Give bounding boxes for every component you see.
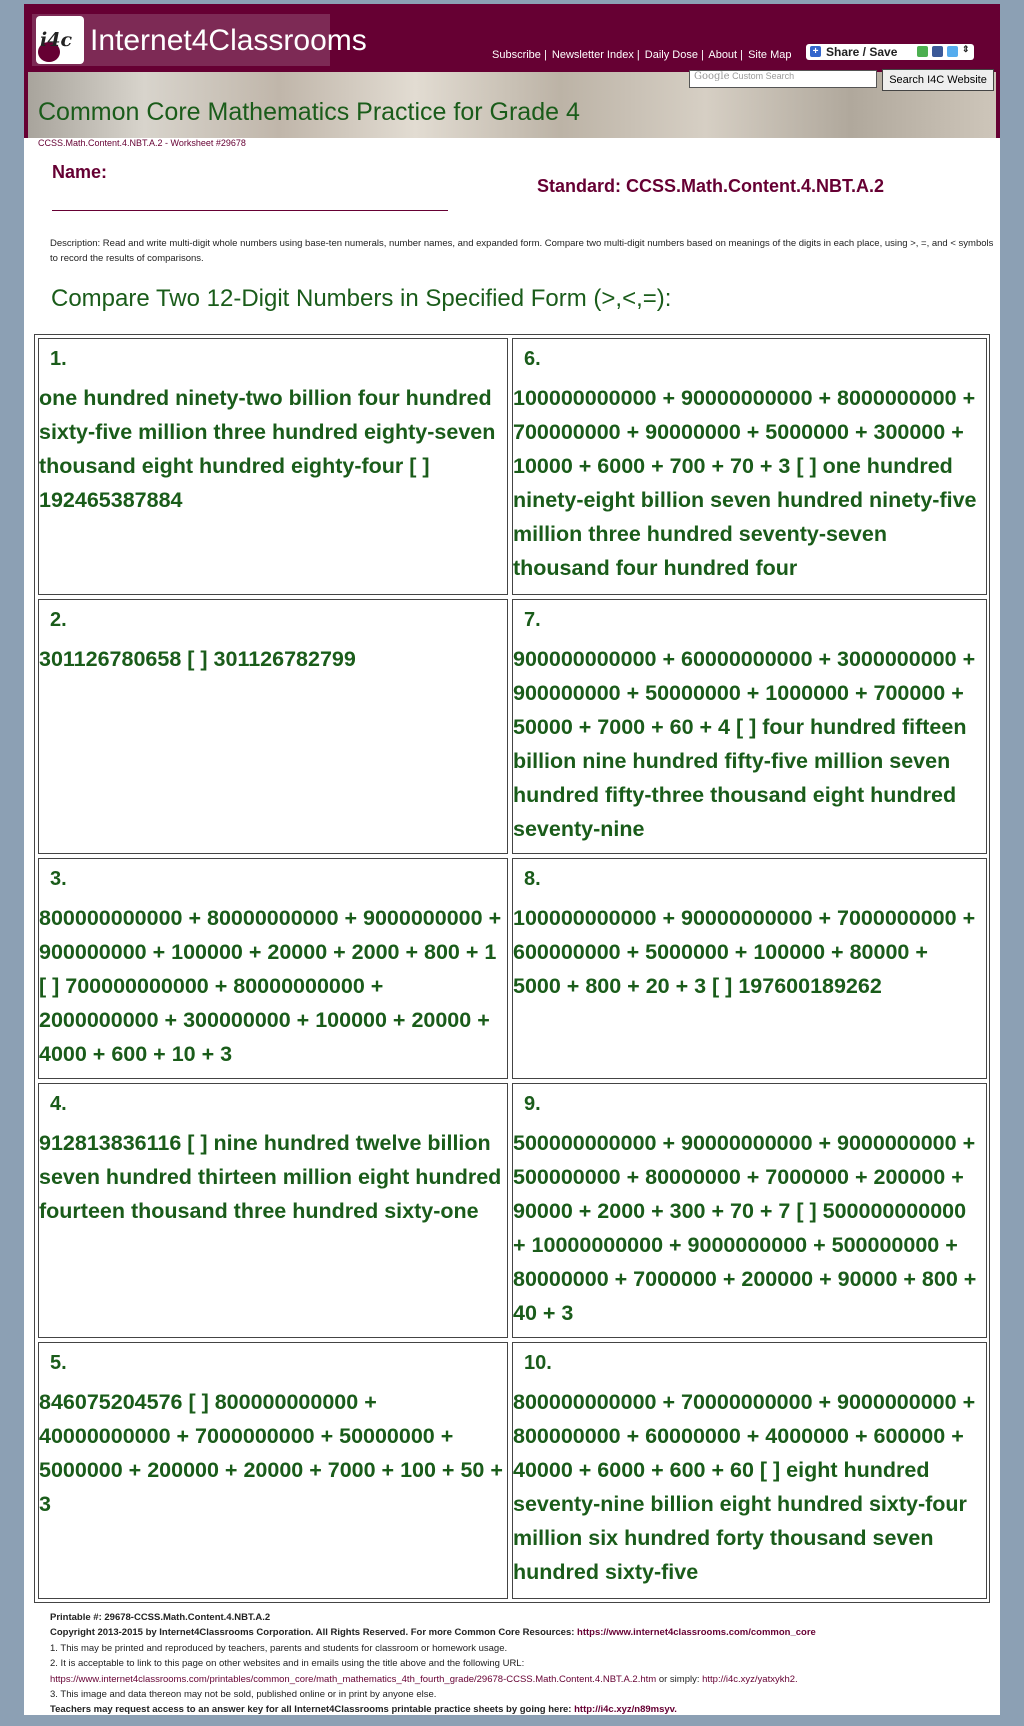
site-title: Common Core Mathematics Practice for Grade 4 (38, 98, 580, 126)
expand-arrows-icon[interactable]: ⇕ (962, 44, 970, 54)
name-line (52, 210, 448, 211)
top-nav (492, 49, 794, 61)
problem-cell (38, 338, 508, 595)
problem-number: 6. (524, 348, 541, 370)
problem-grid (34, 334, 990, 1603)
problem-cell (38, 599, 508, 854)
problem-text: 900000000000 + 60000000000 + 3000000000 + 900000000 + 50000000 + 1000000 + 700000 + 50000 + 7000 + 60 + 4 [ ] four hundred fifteen billion nine hundred fifty-five million seven hundred fifty-three thousand eight hundred seventy-nine (513, 647, 976, 841)
name-label: Name: (52, 162, 108, 182)
usage-note-3: 3. This image and data thereon may not be sold, published online or in print by anyone else. (50, 1689, 437, 1701)
short-url-link[interactable]: http://i4c.xyz/yatxykh2. (702, 1673, 798, 1685)
problem-number: 2. (50, 609, 67, 631)
problem-text: 800000000000 + 80000000000 + 9000000000 + 900000000 + 100000 + 20000 + 2000 + 800 + 1 [ ] 700000000000 + 80000000000 + 2000000000 + 300000000 + 100000 + 20000 + 4000 + 600 + 10 + 3 (39, 906, 502, 1066)
problem-number: 10. (524, 1352, 552, 1374)
nav-about[interactable]: About | (708, 49, 744, 61)
twitter-icon[interactable] (947, 46, 958, 57)
plus-icon: + (810, 46, 821, 57)
problem-cell (512, 338, 987, 595)
problem-cell (38, 1083, 508, 1338)
problem-number: 4. (50, 1093, 67, 1115)
problem-text: 500000000000 + 90000000000 + 9000000000 + 500000000 + 80000000 + 7000000 + 200000 + 90000 + 2000 + 300 + 70 + 7 [ ] 500000000000 + 10000000000 + 9000000000 + 500000000 + 80000000 + 7000000 + 200000 + 90000 + 800 + 40 + 3 (513, 1131, 977, 1325)
problem-cell (38, 858, 508, 1079)
problem-text: one hundred ninety-two billion four hundred sixty-five million three hundred eighty-seven thousand eight hundred eighty-four [ ] 192465387884 (39, 386, 496, 512)
site-banner (24, 4, 1000, 138)
problem-text: 100000000000 + 90000000000 + 8000000000 + 700000000 + 90000000 + 5000000 + 300000 + 10000 + 6000 + 700 + 70 + 3 [ ] one hundred ninety-eight billion seven hundred ninety-five million three hundred seventy-seven thousand four hundred four (513, 386, 977, 580)
long-url-link[interactable]: https://www.internet4classrooms.com/printables/common_core/math_mathematics_4th_fourth_grade/29678-CCSS.Math.Content.4.NBT.A.2.htm (50, 1673, 657, 1685)
share-save-button[interactable]: + Share / Save ⇕ (806, 44, 974, 60)
page (24, 4, 1000, 1715)
copyright: Copyright 2013-2015 by Internet4Classrooms Corporation. All Rights Reserved. For more Common Core Resources: https://www.internet4classrooms.com/common_core (50, 1627, 816, 1639)
problem-cell (512, 1083, 987, 1338)
worksheet-title: Compare Two 12-Digit Numbers in Specified Form (>,<,=): (51, 285, 672, 312)
breadcrumb: CCSS.Math.Content.4.NBT.A.2 - Worksheet #29678 (38, 138, 246, 148)
problem-text: 301126780658 [ ] 301126782799 (39, 647, 356, 671)
nav-newsletter-index[interactable]: Newsletter Index | (551, 49, 640, 61)
search-button[interactable]: Search I4C Website (882, 69, 994, 91)
problem-number: 5. (50, 1352, 67, 1374)
standard-label: Standard: CCSS.Math.Content.4.NBT.A.2 (537, 176, 885, 196)
answer-key-link[interactable]: http://i4c.xyz/n89msyv. (574, 1704, 677, 1716)
nav-daily-dose[interactable]: Daily Dose | (644, 49, 704, 61)
problem-cell (38, 1342, 508, 1599)
description: Description: Read and write multi-digit whole numbers using base-ten numerals, number names, and expanded form. Compare two multi-digit numbers based on meanings of the digits in each place, using >, =, and < symbols to record the results of comparisons. (50, 238, 994, 264)
problem-number: 9. (524, 1093, 541, 1115)
common-core-link[interactable]: https://www.internet4classrooms.com/common_core (577, 1627, 816, 1639)
usage-note-2: 2. It is acceptable to link to this page on other websites and in emails using the title above and the following URL: (50, 1658, 525, 1670)
facebook-icon[interactable] (932, 46, 943, 57)
problem-text: 846075204576 [ ] 800000000000 + 40000000000 + 7000000000 + 50000000 + 5000000 + 200000 + 20000 + 7000 + 100 + 50 + 3 (39, 1390, 503, 1516)
nav-subscribe[interactable]: Subscribe | (492, 49, 547, 61)
problem-text: 912813836116 [ ] nine hundred twelve billion seven hundred thirteen million eight hundred fourteen thousand three hundred sixty-one (39, 1131, 502, 1223)
site-logo[interactable] (32, 14, 367, 66)
i4c-badge-icon: i4c (36, 16, 84, 64)
problem-number: 3. (50, 868, 67, 890)
problem-text: 100000000000 + 90000000000 + 7000000000 + 600000000 + 5000000 + 100000 + 80000 + 5000 + 800 + 20 + 3 [ ] 197600189262 (513, 906, 976, 998)
problem-text: 800000000000 + 70000000000 + 9000000000 + 800000000 + 60000000 + 4000000 + 600000 + 40000 + 6000 + 600 + 60 [ ] eight hundred seventy-nine billion eight hundred sixty-four million six hundred forty thousand seven hundred sixty-five (513, 1390, 976, 1584)
logo-text: Internet4Classrooms (90, 24, 367, 57)
printable-number: Printable #: 29678-CCSS.Math.Content.4.NBT.A.2 (50, 1612, 271, 1623)
search-input[interactable]: Google Custom Search (689, 70, 877, 88)
nav-site-map[interactable]: Site Map (748, 49, 792, 61)
email-share-icon[interactable] (917, 46, 928, 57)
problem-number: 8. (524, 868, 541, 890)
usage-note-1: 1. This may be printed and reproduced by teachers, parents and students for classroom or homework usage. (50, 1642, 508, 1654)
answer-key-note: Teachers may request access to an answer key for all Internet4Classrooms printable practice sheets by going here: http://i4c.xyz/n89msyv. (50, 1704, 677, 1716)
problem-cell (512, 858, 987, 1079)
problem-cell (512, 599, 987, 854)
footer (50, 1610, 1000, 1718)
problem-number: 1. (50, 348, 67, 370)
problem-cell (512, 1342, 987, 1599)
page-url: https://www.internet4classrooms.com/printables/common_core/math_mathematics_4th_fourth_grade/29678-CCSS.Math.Content.4.NBT.A.2.htm or simply: http://i4c.xyz/yatxykh2. (50, 1673, 798, 1685)
problem-number: 7. (524, 609, 541, 631)
